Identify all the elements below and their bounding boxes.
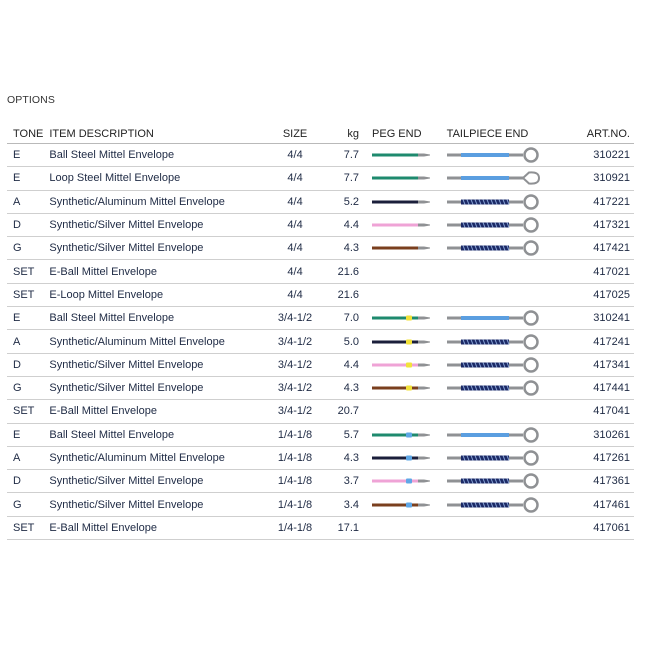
cell-art-no: 310921 bbox=[584, 167, 634, 190]
cell-peg-end bbox=[369, 283, 444, 306]
cell-tone: A bbox=[7, 446, 46, 469]
table-header-row bbox=[7, 124, 634, 144]
table-row bbox=[7, 376, 634, 399]
cell-peg-end bbox=[369, 330, 444, 353]
ball-end-string-icon bbox=[447, 147, 543, 163]
cell-art-no: 417241 bbox=[584, 330, 634, 353]
cell-art-no: 417321 bbox=[584, 213, 634, 236]
cell-kg: 5.7 bbox=[322, 423, 369, 446]
cell-kg: 4.3 bbox=[322, 237, 369, 260]
peg-end-string-icon bbox=[372, 336, 432, 348]
cell-tailpiece-end bbox=[444, 400, 584, 423]
cell-size: 1/4-1/8 bbox=[268, 493, 322, 516]
table-row bbox=[7, 470, 634, 493]
table-row bbox=[7, 516, 634, 539]
table-row bbox=[7, 167, 634, 190]
ball-end-string-icon bbox=[447, 357, 543, 373]
cell-art-no: 417341 bbox=[584, 353, 634, 376]
cell-tailpiece-end bbox=[444, 237, 584, 260]
cell-kg: 21.6 bbox=[322, 283, 369, 306]
cell-description: E-Ball Mittel Envelope bbox=[46, 400, 268, 423]
cell-tone: E bbox=[7, 144, 46, 167]
table-row bbox=[7, 330, 634, 353]
cell-art-no: 417221 bbox=[584, 190, 634, 213]
cell-tailpiece-end bbox=[444, 283, 584, 306]
cell-tailpiece-end bbox=[444, 493, 584, 516]
cell-art-no: 417261 bbox=[584, 446, 634, 469]
cell-size: 4/4 bbox=[268, 283, 322, 306]
cell-peg-end bbox=[369, 167, 444, 190]
cell-peg-end bbox=[369, 307, 444, 330]
cell-art-no: 417421 bbox=[584, 237, 634, 260]
table-row bbox=[7, 237, 634, 260]
cell-tailpiece-end bbox=[444, 516, 584, 539]
peg-end-string-icon bbox=[372, 149, 432, 161]
cell-description: Loop Steel Mittel Envelope bbox=[46, 167, 268, 190]
cell-peg-end bbox=[369, 516, 444, 539]
header-tone: TONE bbox=[7, 124, 46, 144]
cell-kg: 7.7 bbox=[322, 167, 369, 190]
cell-description: Synthetic/Silver Mittel Envelope bbox=[46, 493, 268, 516]
header-size: SIZE bbox=[268, 124, 322, 144]
cell-tone: E bbox=[7, 167, 46, 190]
cell-kg: 4.3 bbox=[322, 376, 369, 399]
cell-kg: 4.4 bbox=[322, 353, 369, 376]
cell-tailpiece-end bbox=[444, 330, 584, 353]
cell-size: 1/4-1/8 bbox=[268, 446, 322, 469]
section-title: OPTIONS bbox=[7, 94, 55, 106]
header-art-no: ART.NO. bbox=[584, 124, 634, 144]
ball-end-string-icon bbox=[447, 310, 543, 326]
ball-end-string-icon bbox=[447, 450, 543, 466]
cell-art-no: 310221 bbox=[584, 144, 634, 167]
cell-tone: SET bbox=[7, 283, 46, 306]
cell-size: 3/4-1/2 bbox=[268, 307, 322, 330]
cell-size: 1/4-1/8 bbox=[268, 470, 322, 493]
peg-end-string-icon bbox=[372, 312, 432, 324]
table-row bbox=[7, 493, 634, 516]
cell-size: 3/4-1/2 bbox=[268, 376, 322, 399]
cell-description: E-Ball Mittel Envelope bbox=[46, 516, 268, 539]
cell-peg-end bbox=[369, 376, 444, 399]
header-tailpiece-end: TAILPIECE END bbox=[444, 124, 584, 144]
ball-end-string-icon bbox=[447, 240, 543, 256]
cell-tailpiece-end bbox=[444, 307, 584, 330]
cell-description: Synthetic/Aluminum Mittel Envelope bbox=[46, 190, 268, 213]
cell-description: Synthetic/Silver Mittel Envelope bbox=[46, 376, 268, 399]
cell-description: E-Ball Mittel Envelope bbox=[46, 260, 268, 283]
peg-end-string-icon bbox=[372, 499, 432, 511]
peg-end-string-icon bbox=[372, 196, 432, 208]
cell-peg-end bbox=[369, 353, 444, 376]
table-row bbox=[7, 213, 634, 236]
cell-peg-end bbox=[369, 493, 444, 516]
cell-size: 3/4-1/2 bbox=[268, 330, 322, 353]
cell-tailpiece-end bbox=[444, 167, 584, 190]
cell-description: Synthetic/Aluminum Mittel Envelope bbox=[46, 330, 268, 353]
cell-peg-end bbox=[369, 190, 444, 213]
cell-peg-end bbox=[369, 423, 444, 446]
cell-peg-end bbox=[369, 470, 444, 493]
ball-end-string-icon bbox=[447, 473, 543, 489]
cell-size: 3/4-1/2 bbox=[268, 353, 322, 376]
ball-end-string-icon bbox=[447, 217, 543, 233]
peg-end-string-icon bbox=[372, 242, 432, 254]
cell-art-no: 417025 bbox=[584, 283, 634, 306]
cell-tone: A bbox=[7, 330, 46, 353]
table-row bbox=[7, 144, 634, 167]
cell-size: 4/4 bbox=[268, 167, 322, 190]
cell-peg-end bbox=[369, 446, 444, 469]
cell-size: 4/4 bbox=[268, 237, 322, 260]
cell-description: Synthetic/Silver Mittel Envelope bbox=[46, 213, 268, 236]
ball-end-string-icon bbox=[447, 380, 543, 396]
peg-end-string-icon bbox=[372, 172, 432, 184]
cell-peg-end bbox=[369, 144, 444, 167]
cell-tailpiece-end bbox=[444, 423, 584, 446]
cell-peg-end bbox=[369, 260, 444, 283]
table-row bbox=[7, 423, 634, 446]
cell-tone: E bbox=[7, 423, 46, 446]
cell-tone: G bbox=[7, 493, 46, 516]
table-row bbox=[7, 353, 634, 376]
cell-kg: 4.4 bbox=[322, 213, 369, 236]
cell-description: Ball Steel Mittel Envelope bbox=[46, 307, 268, 330]
cell-art-no: 417441 bbox=[584, 376, 634, 399]
cell-tone: G bbox=[7, 376, 46, 399]
cell-size: 3/4-1/2 bbox=[268, 400, 322, 423]
cell-description: Ball Steel Mittel Envelope bbox=[46, 423, 268, 446]
cell-description: Ball Steel Mittel Envelope bbox=[46, 144, 268, 167]
peg-end-string-icon bbox=[372, 359, 432, 371]
ball-end-string-icon bbox=[447, 334, 543, 350]
cell-tailpiece-end bbox=[444, 353, 584, 376]
cell-art-no: 417041 bbox=[584, 400, 634, 423]
cell-kg: 7.0 bbox=[322, 307, 369, 330]
cell-tone: D bbox=[7, 470, 46, 493]
cell-kg: 3.4 bbox=[322, 493, 369, 516]
cell-tailpiece-end bbox=[444, 144, 584, 167]
table-row bbox=[7, 260, 634, 283]
cell-description: E-Loop Mittel Envelope bbox=[46, 283, 268, 306]
cell-description: Synthetic/Silver Mittel Envelope bbox=[46, 237, 268, 260]
cell-tailpiece-end bbox=[444, 376, 584, 399]
cell-tone: G bbox=[7, 237, 46, 260]
cell-kg: 5.2 bbox=[322, 190, 369, 213]
cell-size: 4/4 bbox=[268, 213, 322, 236]
cell-tailpiece-end bbox=[444, 213, 584, 236]
cell-kg: 5.0 bbox=[322, 330, 369, 353]
table-row bbox=[7, 190, 634, 213]
peg-end-string-icon bbox=[372, 452, 432, 464]
cell-tone: D bbox=[7, 213, 46, 236]
cell-art-no: 417021 bbox=[584, 260, 634, 283]
cell-size: 4/4 bbox=[268, 260, 322, 283]
cell-size: 4/4 bbox=[268, 190, 322, 213]
loop-end-string-icon bbox=[447, 170, 543, 186]
cell-tone: SET bbox=[7, 400, 46, 423]
peg-end-string-icon bbox=[372, 219, 432, 231]
table-row bbox=[7, 446, 634, 469]
cell-peg-end bbox=[369, 237, 444, 260]
cell-art-no: 417061 bbox=[584, 516, 634, 539]
table-body bbox=[7, 144, 634, 540]
cell-size: 1/4-1/8 bbox=[268, 423, 322, 446]
cell-size: 1/4-1/8 bbox=[268, 516, 322, 539]
cell-tailpiece-end bbox=[444, 190, 584, 213]
cell-size: 4/4 bbox=[268, 144, 322, 167]
cell-tone: E bbox=[7, 307, 46, 330]
cell-peg-end bbox=[369, 213, 444, 236]
cell-art-no: 310241 bbox=[584, 307, 634, 330]
cell-art-no: 417461 bbox=[584, 493, 634, 516]
cell-tailpiece-end bbox=[444, 470, 584, 493]
header-description: ITEM DESCRIPTION bbox=[46, 124, 268, 144]
options-table bbox=[7, 124, 634, 540]
cell-kg: 20.7 bbox=[322, 400, 369, 423]
cell-description: Synthetic/Silver Mittel Envelope bbox=[46, 470, 268, 493]
ball-end-string-icon bbox=[447, 427, 543, 443]
peg-end-string-icon bbox=[372, 475, 432, 487]
cell-tone: A bbox=[7, 190, 46, 213]
cell-kg: 21.6 bbox=[322, 260, 369, 283]
cell-kg: 7.7 bbox=[322, 144, 369, 167]
cell-tailpiece-end bbox=[444, 260, 584, 283]
cell-kg: 4.3 bbox=[322, 446, 369, 469]
table-row bbox=[7, 283, 634, 306]
peg-end-string-icon bbox=[372, 382, 432, 394]
header-kg: kg bbox=[322, 124, 369, 144]
cell-art-no: 417361 bbox=[584, 470, 634, 493]
table-row bbox=[7, 307, 634, 330]
peg-end-string-icon bbox=[372, 429, 432, 441]
cell-kg: 17.1 bbox=[322, 516, 369, 539]
cell-peg-end bbox=[369, 400, 444, 423]
cell-kg: 3.7 bbox=[322, 470, 369, 493]
cell-art-no: 310261 bbox=[584, 423, 634, 446]
cell-description: Synthetic/Aluminum Mittel Envelope bbox=[46, 446, 268, 469]
cell-description: Synthetic/Silver Mittel Envelope bbox=[46, 353, 268, 376]
header-peg-end: PEG END bbox=[369, 124, 444, 144]
cell-tone: SET bbox=[7, 516, 46, 539]
ball-end-string-icon bbox=[447, 194, 543, 210]
cell-tone: SET bbox=[7, 260, 46, 283]
cell-tone: D bbox=[7, 353, 46, 376]
ball-end-string-icon bbox=[447, 497, 543, 513]
table-row bbox=[7, 400, 634, 423]
cell-tailpiece-end bbox=[444, 446, 584, 469]
